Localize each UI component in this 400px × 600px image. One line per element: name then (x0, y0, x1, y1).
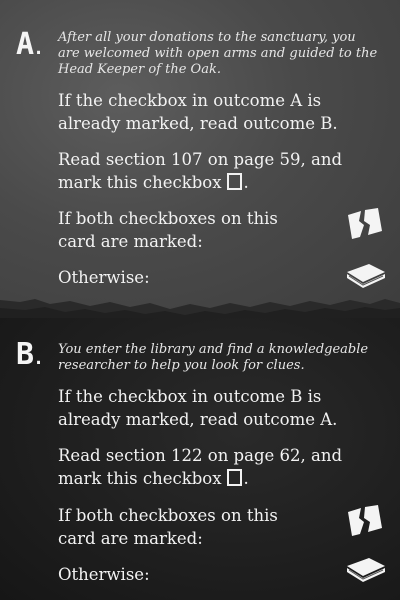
outcome-a-both-text: If both checkboxes on this card are marked: (58, 209, 278, 251)
outcome-a-read-label: Read section 107 on page 59, and mark this checkbox (58, 150, 343, 192)
outcome-b-letter: B. (16, 337, 43, 372)
outcome-b-read-text (58, 444, 358, 490)
outcome-a-read-text (58, 148, 358, 194)
torn-card-icon (344, 504, 384, 544)
outcome-b-otherwise-text: Otherwise: (58, 565, 150, 584)
outcome-a-intro: After all your donations to the sanctuary, you are welcomed with open arms and guided to the Head Keeper of the Oak. (58, 30, 378, 77)
outcome-a-check-text: If the checkbox in outcome A is already marked, read outcome B. (58, 91, 338, 133)
outcome-a-checkbox[interactable] (227, 173, 242, 190)
outcome-a-otherwise-text: Otherwise: (58, 268, 150, 287)
outcome-a-read-suffix: . (243, 173, 249, 192)
outcome-b-read-label: Read section 122 on page 62, and mark this checkbox (58, 446, 343, 488)
outcome-b-both-text: If both checkboxes on this card are marked: (58, 506, 278, 548)
torn-card-icon (344, 207, 384, 247)
card-stack-icon (343, 552, 387, 588)
outcome-b-letter-text: B (16, 337, 34, 372)
outcome-b-checkbox[interactable] (227, 469, 242, 486)
outcome-a-letter: A. (16, 27, 43, 62)
outcome-b-intro: You enter the library and find a knowledgeable researcher to help you look for clues. (58, 342, 369, 373)
outcome-b-read-suffix: . (243, 469, 249, 488)
outcome-b-check-text: If the checkbox in outcome B is already marked, read outcome A. (58, 387, 338, 429)
outcome-a-letter-text: A (16, 27, 34, 62)
